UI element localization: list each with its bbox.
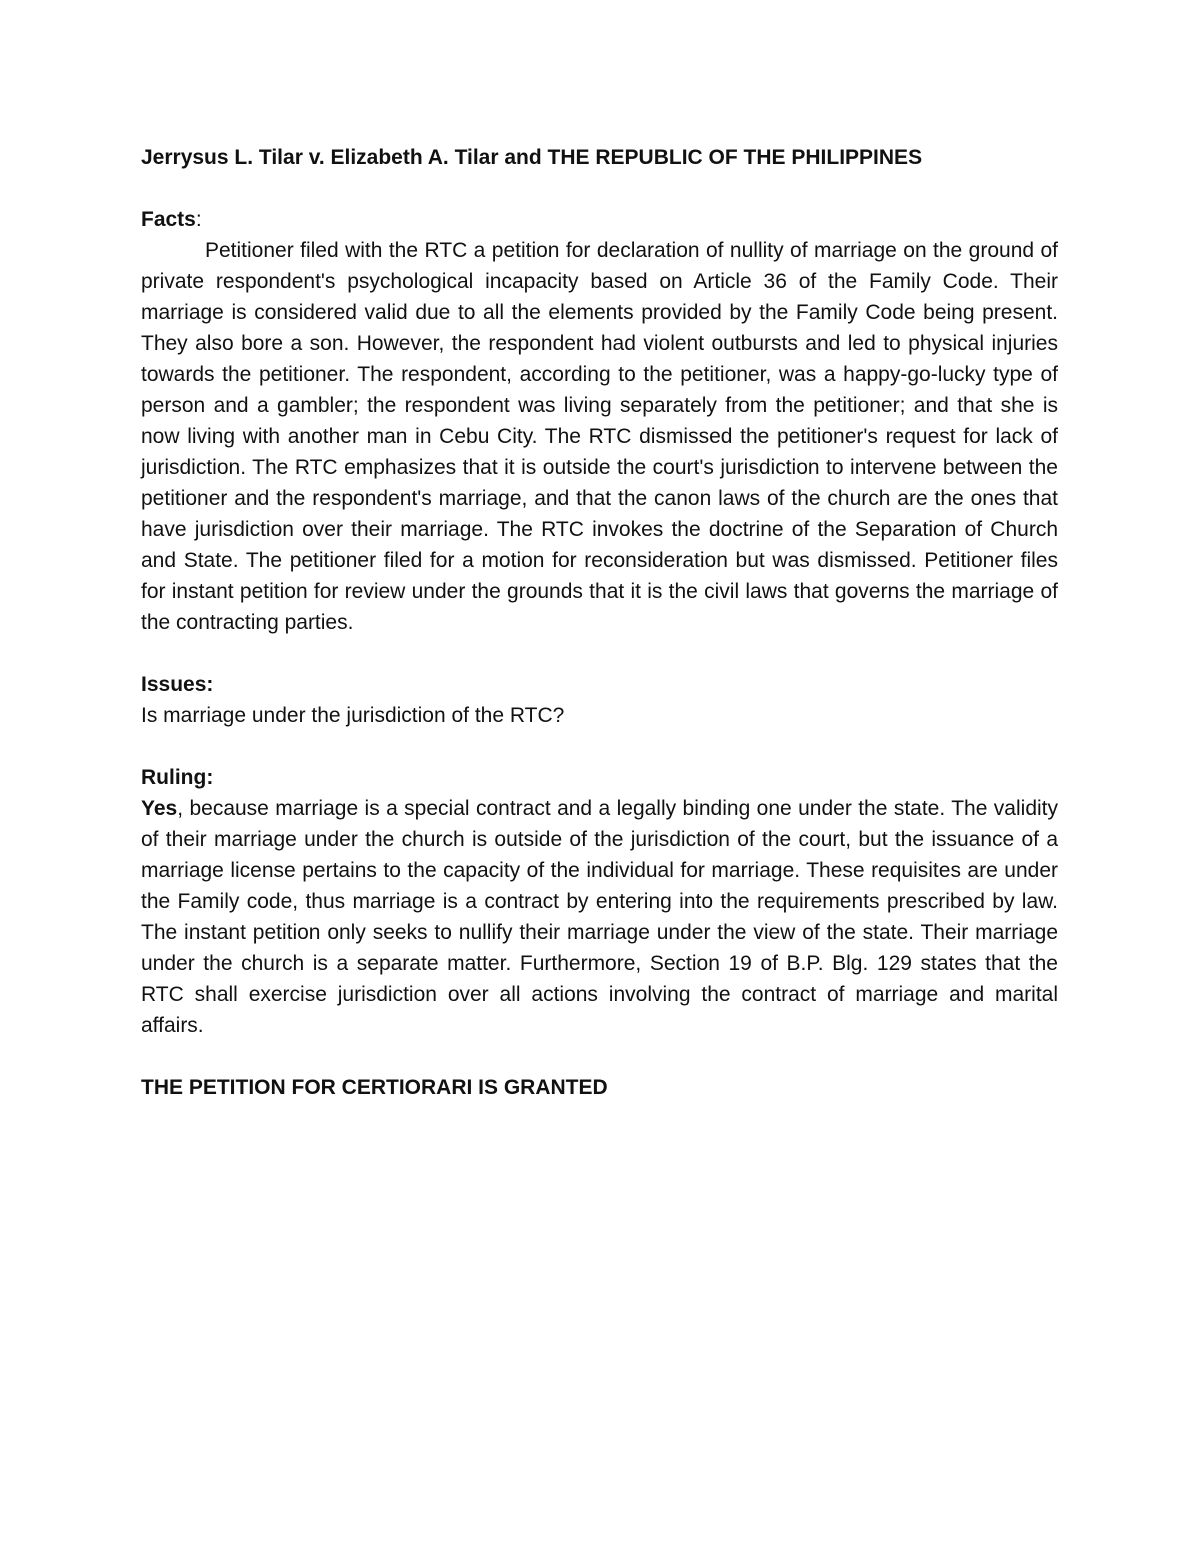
spacer (141, 1041, 1058, 1072)
document-body (141, 142, 1058, 1103)
facts-heading-line (141, 204, 1058, 235)
spacer (141, 638, 1058, 669)
ruling-heading: Ruling: (141, 766, 214, 789)
issues-paragraph: Is marriage under the jurisdiction of the RTC? (141, 704, 565, 727)
spacer (141, 173, 1058, 204)
issues-heading: Issues: (141, 673, 214, 696)
facts-heading: Facts (141, 208, 196, 231)
disposition: THE PETITION FOR CERTIORARI IS GRANTED (141, 1076, 608, 1099)
spacer (141, 731, 1058, 762)
ruling-lead: Yes (141, 797, 178, 820)
ruling-paragraph (141, 793, 1058, 1041)
facts-paragraph: Petitioner filed with the RTC a petition for declaration of nullity of marriage on the ground of private respondent's psychological incapacity based on Article 36 of the Family Code. Their marriage is considered valid due to all the elements provided by the Family Code being present. They also bore a son. However, the respondent had violent outbursts and led to physical injuries towards the petitioner. The respondent, according to the petitioner, was a happy-go-lucky type of person and a gambler; the respondent was living separately from the petitioner; and that she is now living with another man in Cebu City. The RTC dismissed the petitioner's request for lack of jurisdiction. The RTC emphasizes that it is outside the court's jurisdiction to intervene between the petitioner and the respondent's marriage, and that the canon laws of the church are the ones that have jurisdiction over their marriage. The RTC invokes the doctrine of the Separation of Church and State. The petitioner filed for a motion for reconsideration but was dismissed. Petitioner files for instant petition for review under the grounds that it is the civil laws that governs the marriage of the contracting parties. (141, 239, 1058, 634)
ruling-body: , because marriage is a special contract and a legally binding one under the state. The validity of their marriage under the church is outside of the jurisdiction of the court, but the issuance of a marriage license pertains to the capacity of the individual for marriage. These requisites are under the Family code, thus marriage is a contract by entering into the requirements prescribed by law. The instant petition only seeks to nullify their marriage under the view of the state. Their marriage under the church is a separate matter. Furthermore, Section 19 of B.P. Blg. 129 states that the RTC shall exercise jurisdiction over all actions involving the contract of marriage and marital affairs. (141, 797, 1058, 1037)
case-title: Jerrysus L. Tilar v. Elizabeth A. Tilar and THE REPUBLIC OF THE PHILIPPINES (141, 146, 923, 169)
facts-heading-colon: : (195, 208, 202, 231)
